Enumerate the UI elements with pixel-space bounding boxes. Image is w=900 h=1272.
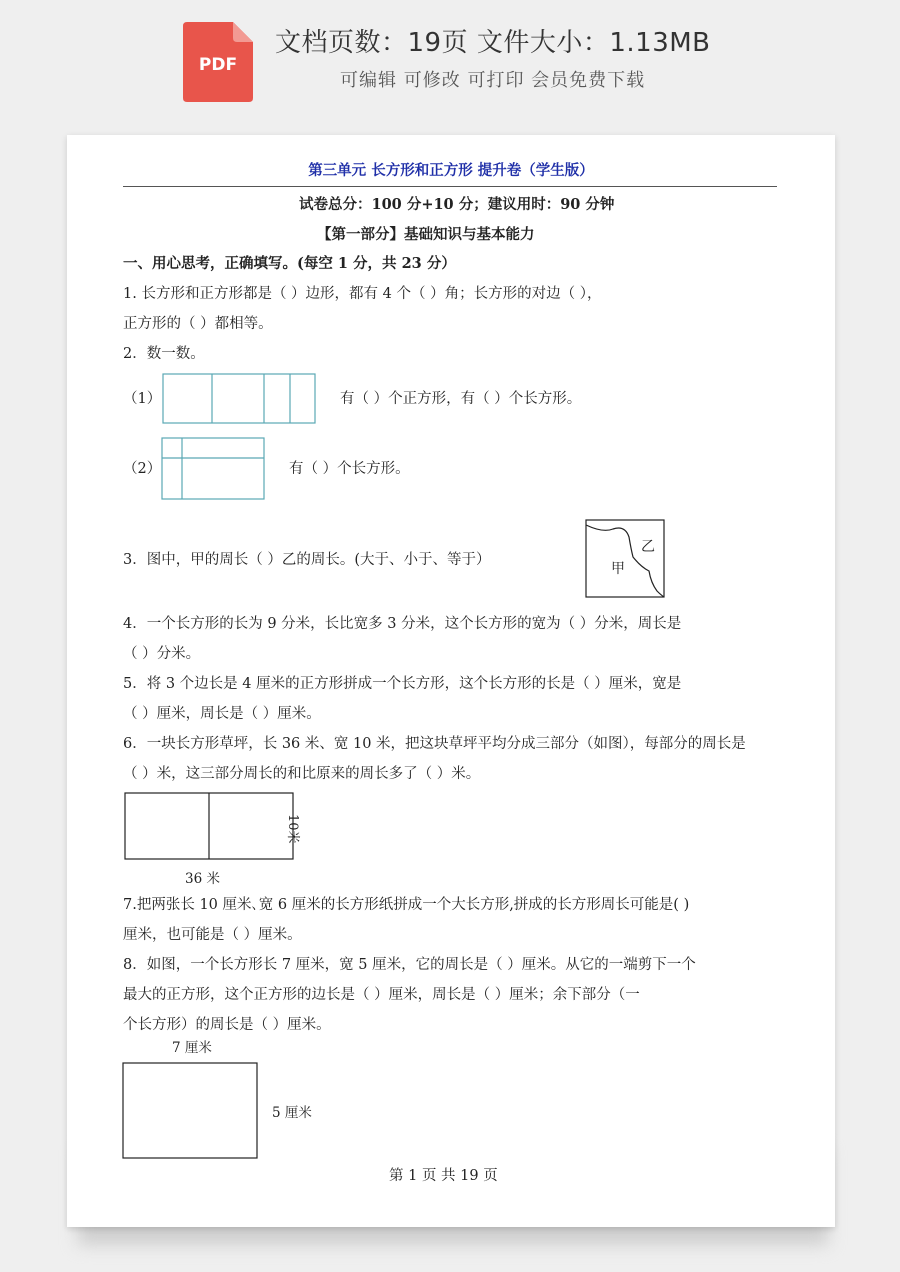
page-footer: 第 1 页 共 19 页 (389, 1168, 498, 1184)
q3-text: 3．图中，甲的周长（ ）乙的周长。(大于、小于、等于） (123, 552, 491, 568)
q2-1-label: （1） (123, 391, 162, 407)
q2-2-figure (161, 437, 266, 501)
q8-length-label: 7 厘米 (172, 1040, 212, 1056)
q2-heading: 2．数一数。 (123, 346, 205, 362)
q1-line1: 1. 长方形和正方形都是（ ）边形，都有 4 个（ ）角；长方形的对边（ ）， (123, 286, 602, 302)
q8-line3: 个长方形）的周长是（ ）厘米。 (123, 1017, 331, 1033)
section-one-heading: 一、用心思考，正确填写。(每空 1 分，共 23 分） (123, 255, 456, 272)
q3-label-jia: 甲 (611, 561, 625, 577)
q7-line2: 厘米，也可能是（ ）厘米。 (123, 927, 302, 943)
q4-line1: 4．一个长方形的长为 9 分米，长比宽多 3 分米，这个长方形的宽为（ ）分米，周长是 (123, 616, 682, 632)
document-features-subtitle: 可编辑 可修改 可打印 会员免费下载 (340, 70, 646, 91)
q2-1-figure (162, 373, 317, 425)
q5-line2: （ ）厘米，周长是（ ）厘米。 (123, 706, 321, 722)
q5-line1: 5．将 3 个边长是 4 厘米的正方形拼成一个长方形，这个长方形的长是（ ）厘米，宽是 (123, 676, 682, 692)
q1-line2: 正方形的（ ）都相等。 (123, 316, 273, 332)
q7-line1: 7.把两张长 10 厘米､宽 6 厘米的长方形纸拼成一个大长方形,拼成的长方形周长可能是( ) (123, 897, 690, 913)
q8-line1: 8．如图，一个长方形长 7 厘米，宽 5 厘米，它的周长是（ ）厘米。从它的一端剪下一个 (123, 957, 696, 973)
q8-figure (122, 1062, 259, 1160)
q6-width-label: 10米 (285, 814, 300, 844)
q2-1-text: 有（ ）个正方形，有（ ）个长方形。 (340, 391, 582, 407)
document-title: 第三单元 长方形和正方形 提升卷（学生版） (308, 163, 594, 179)
q6-figure (124, 792, 296, 862)
pdf-label: PDF (198, 55, 238, 75)
pdf-file-icon (183, 22, 253, 102)
q6-line2: （ ）米，这三部分周长的和比原来的周长多了（ ）米。 (123, 766, 481, 782)
q3-label-yi: 乙 (641, 539, 655, 555)
q6-line1: 6．一块长方形草坪，长 36 米、宽 10 米，把这块草坪平均分成三部分（如图），每部分的周长是 (123, 736, 746, 752)
q2-2-label: （2） (123, 461, 162, 477)
q8-width-label: 5 厘米 (272, 1105, 312, 1121)
title-rule (123, 186, 777, 187)
document-stats-title: 文档页数：19页 文件大小：1.13MB (275, 28, 711, 58)
exam-total: 试卷总分：100 分+10 分；建议用时：90 分钟 (299, 196, 615, 213)
q2-2-text: 有（ ）个长方形。 (289, 461, 410, 477)
q4-line2: （ ）分米。 (123, 646, 201, 662)
q3-figure (585, 519, 667, 599)
q6-length-label: 36 米 (185, 871, 220, 887)
document-page (67, 135, 835, 1227)
q8-line2: 最大的正方形，这个正方形的边长是（ ）厘米，周长是（ ）厘米；余下部分（一 (123, 987, 640, 1003)
part-one-heading: 【第一部分】基础知识与基本能力 (317, 226, 535, 243)
